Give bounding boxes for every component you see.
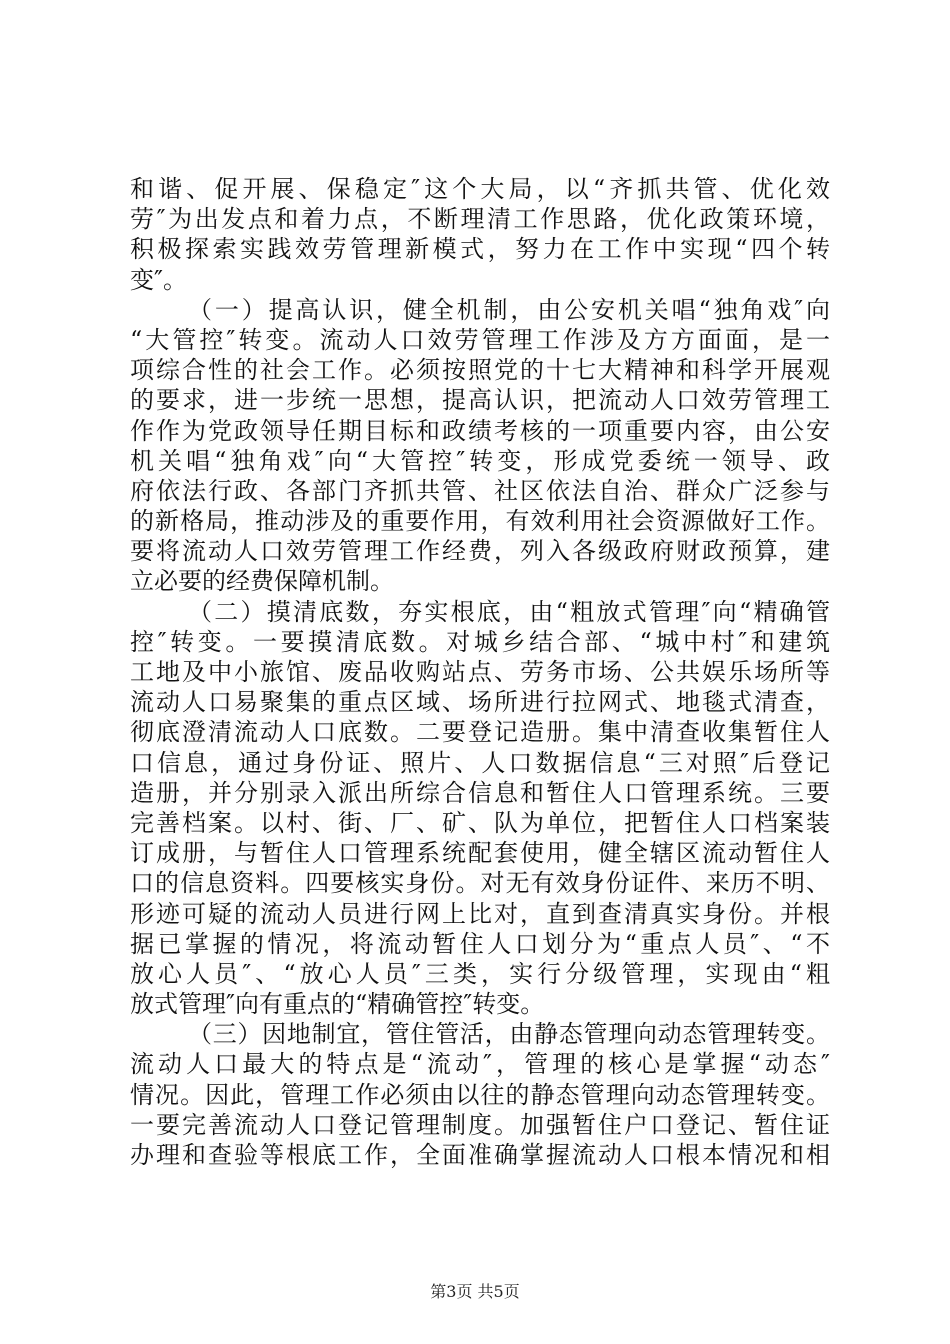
text-line: 口信息，通过身份证、照片、人口数据信息“三对照″后登记 [130, 748, 830, 777]
text-line: 订成册，与暂住人口管理系统配套使用，健全辖区流动暂住人 [130, 839, 830, 868]
text-line: 机关唱“独角戏″向“大管控″转变，形成党委统一领导、政 [130, 446, 830, 475]
text-line: 口的信息资料。四要核实身份。对无有效身份证件、来历不明、 [130, 869, 830, 898]
text-line: 立必要的经费保障机制。 [130, 567, 394, 596]
body-text [130, 174, 830, 1170]
text-line: 的要求，进一步统一思想，提高认识，把流动人口效劳管理工 [130, 386, 830, 415]
text-line: 变″。 [130, 265, 187, 294]
text-line: 府依法行政、各部门齐抓共管、社区依法自治、群众广泛参与 [130, 476, 830, 505]
page-footer [0, 1282, 950, 1302]
text-line: 劳″为出发点和着力点，不断理清工作思路，优化政策环境， [130, 205, 830, 234]
page-number: 第3页 共5页 [430, 1282, 520, 1301]
text-line: 放式管理″向有重点的“精确管控″转变。 [130, 990, 545, 1019]
text-line: 的新格局，推动涉及的重要作用，有效利用社会资源做好工作。 [130, 507, 830, 536]
text-line: 一要完善流动人口登记管理制度。加强暂住户口登记、暂住证 [130, 1110, 830, 1139]
text-line: 形迹可疑的流动人员进行网上比对，直到查清真实身份。并根 [130, 899, 830, 928]
text-line: 积极探索实践效劳管理新模式，努力在工作中实现“四个转 [130, 235, 830, 264]
text-line: “大管控″转变。流动人口效劳管理工作涉及方方面面，是一 [130, 325, 830, 354]
text-line: 项综合性的社会工作。必须按照党的十七大精神和科学开展观 [130, 356, 830, 385]
text-line: 作作为党政领导任期目标和政绩考核的一项重要内容，由公安 [130, 416, 830, 445]
text-line: 流动人口最大的特点是“流动″，管理的核心是掌握“动态″ [130, 1050, 830, 1079]
text-line: 造册，并分别录入派出所综合信息和暂住人口管理系统。三要 [130, 778, 830, 807]
text-line: 完善档案。以村、街、厂、矿、队为单位，把暂住人口档案装 [130, 808, 830, 837]
text-line: 要将流动人口效劳管理工作经费，列入各级政府财政预算，建 [130, 537, 830, 566]
text-line: 流动人口易聚集的重点区域、场所进行拉网式、地毯式清查， [130, 688, 830, 717]
text-line: 工地及中小旅馆、废品收购站点、劳务市场、公共娱乐场所等 [130, 658, 830, 686]
paragraph-heading-1: （一）提高认识，健全机制，由公安机关唱“独角戏″向 [188, 295, 830, 324]
text-line: 彻底澄清流动人口底数。二要登记造册。集中清查收集暂住人 [130, 718, 830, 747]
text-line: 放心人员″、“放心人员″三类，实行分级管理，实现由“粗 [130, 959, 830, 988]
paragraph-heading-2: （二）摸清底数，夯实根底，由“粗放式管理″向“精确管 [188, 597, 830, 626]
text-line: 据已掌握的情况，将流动暂住人口划分为“重点人员″、“不 [130, 929, 830, 958]
text-line: 情况。因此，管理工作必须由以往的静态管理向动态管理转变。 [130, 1080, 830, 1109]
paragraph-heading-3: （三）因地制宜，管住管活，由静态管理向动态管理转变。 [188, 1020, 830, 1049]
text-line: 控″转变。一要摸清底数。对城乡结合部、“城中村″和建筑 [130, 627, 830, 656]
text-line: 办理和查验等根底工作，全面准确掌握流动人口根本情况和相 [130, 1141, 830, 1169]
text-line: 和谐、促开展、保稳定″这个大局，以“齐抓共管、优化效 [130, 175, 830, 203]
